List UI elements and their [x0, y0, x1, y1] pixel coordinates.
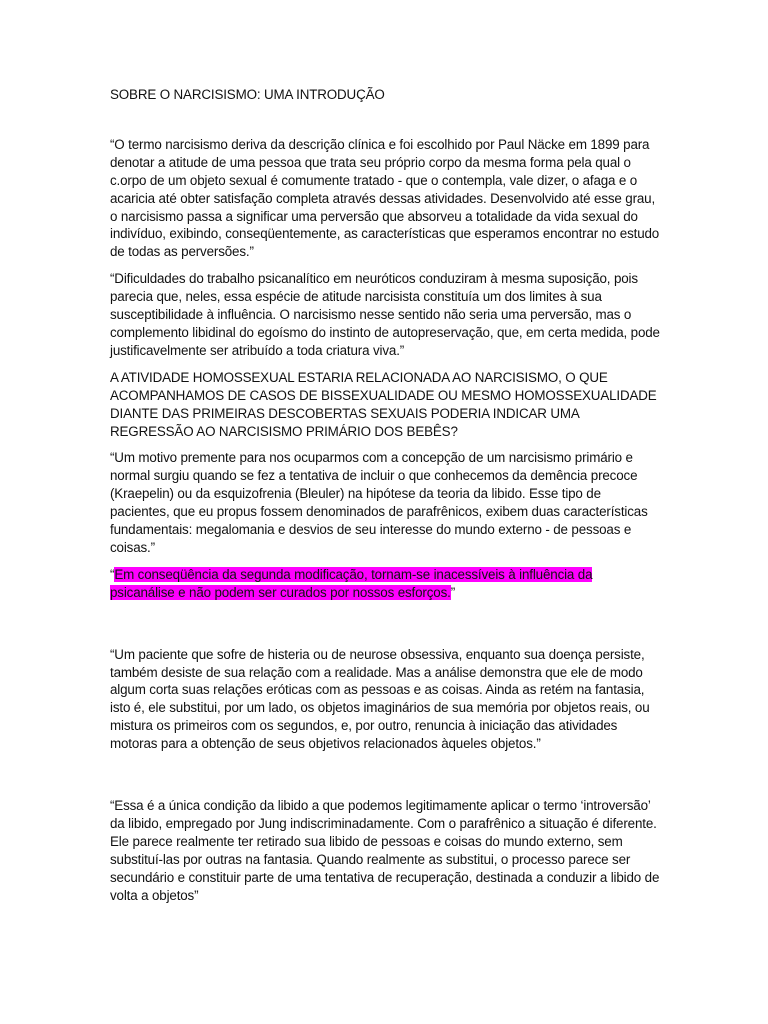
- paragraph-primary-narcissism: “Um motivo premente para nos ocuparmos com a concepção de um narcisismo primário e normal surgiu quando se fez a tentativa de incluir o que conhecemos da demência precoce (Kraepelin) ou da esquizofrenia (Bleuler) na hipótese da teoria da libido. Esse tipo de pacientes, que eu propus fossem denominados de parafrênicos, exibem duas características fundamentais: megalomania e desvios de seu interesse do mundo externo - de pessoas e coisas.”: [110, 450, 648, 555]
- highlighted-text: Em conseqüência da segunda modificação, tornam-se inacessíveis à influência da psicanálise e não podem ser curados por nossos esforços.: [110, 566, 593, 600]
- close-quote-mark: ”: [450, 584, 456, 600]
- open-quote-mark: “: [110, 566, 115, 582]
- paragraph-narcissism-definition: “O termo narcisismo deriva da descrição clínica e foi escolhido por Paul Näcke em 1899 para denotar a atitude de uma pessoa que trata seu próprio corpo da mesma forma pela qual o c.orpo de um objeto sexual é comumente tratado - que o contempla, vale dizer, o afaga e o acaricia até obter satisfação completa através dessas atividades. Desenvolvido até esse grau, o narcisismo passa a significar uma perversão que absorveu a totalidade da vida sexual do indivíduo, exibindo, conseqüentemente, as características que esperamos encontrar no estudo de todas as perversões.”: [110, 136, 660, 260]
- paragraph-introversion: “Essa é a única condição da libido a que podemos legitimamente aplicar o termo ‘introversão’ da libido, empregado por Jung indiscriminadamente. Com o parafrênico a situação é diferente. Ele parece realmente ter retirado sua libido de pessoas e coisas do mundo externo, sem substituí-las por outras na fantasia. Quando realmente as substitui, o processo parece ser secundário e constituir parte de uma tentativa de recuperação, destinada a conduzir a libido de volta a objetos”: [110, 798, 660, 903]
- paragraph-psychoanalytic-difficulties: “Dificuldades do trabalho psicanalítico em neuróticos conduziram à mesma suposição, pois parecia que, neles, essa espécie de atitude narcisista constituía um dos limites à sua susceptibilidade à influência. O narcisismo nesse sentido não seria uma perversão, mas o complemento libidinal do egoísmo do instinto de autopreservação, que, em certa medida, pode justificavelmente ser atribuído a toda criatura viva.”: [110, 271, 660, 358]
- paragraph-hysteria-patient: “Um paciente que sofre de histeria ou de neurose obsessiva, enquanto sua doença persiste, também desiste de sua relação com a realidade. Mas a análise demonstra que ele de modo algum corta suas relações eróticas com as pessoas e as coisas. Ainda as retém na fantasia, isto é, ele substitui, por um lado, os objetos imaginários de sua memória por objetos reais, ou mistura os primeiros com os segundos, e, por outro, renuncia à iniciação das atividades motoras para a obtenção de seus objetivos relacionados àqueles objetos.”: [110, 646, 650, 752]
- document-title: SOBRE O NARCISISMO: UMA INTRODUÇÃO: [110, 87, 385, 102]
- document-page: [110, 86, 660, 914]
- highlighted-quote-paragraph: [110, 566, 660, 602]
- paragraph-homosexuality-question: A ATIVIDADE HOMOSSEXUAL ESTARIA RELACIONADA AO NARCISISMO, O QUE ACOMPANHAMOS DE CASOS DE BISSEXUALIDADE OU MESMO HOMOSSEXUALIDADE DIANTE DAS PRIMEIRAS DESCOBERTAS SEXUAIS PODERIA INDICAR UMA REGRESSÃO AO NARCISISMO PRIMÁRIO DOS BEBÊS?: [110, 369, 657, 439]
